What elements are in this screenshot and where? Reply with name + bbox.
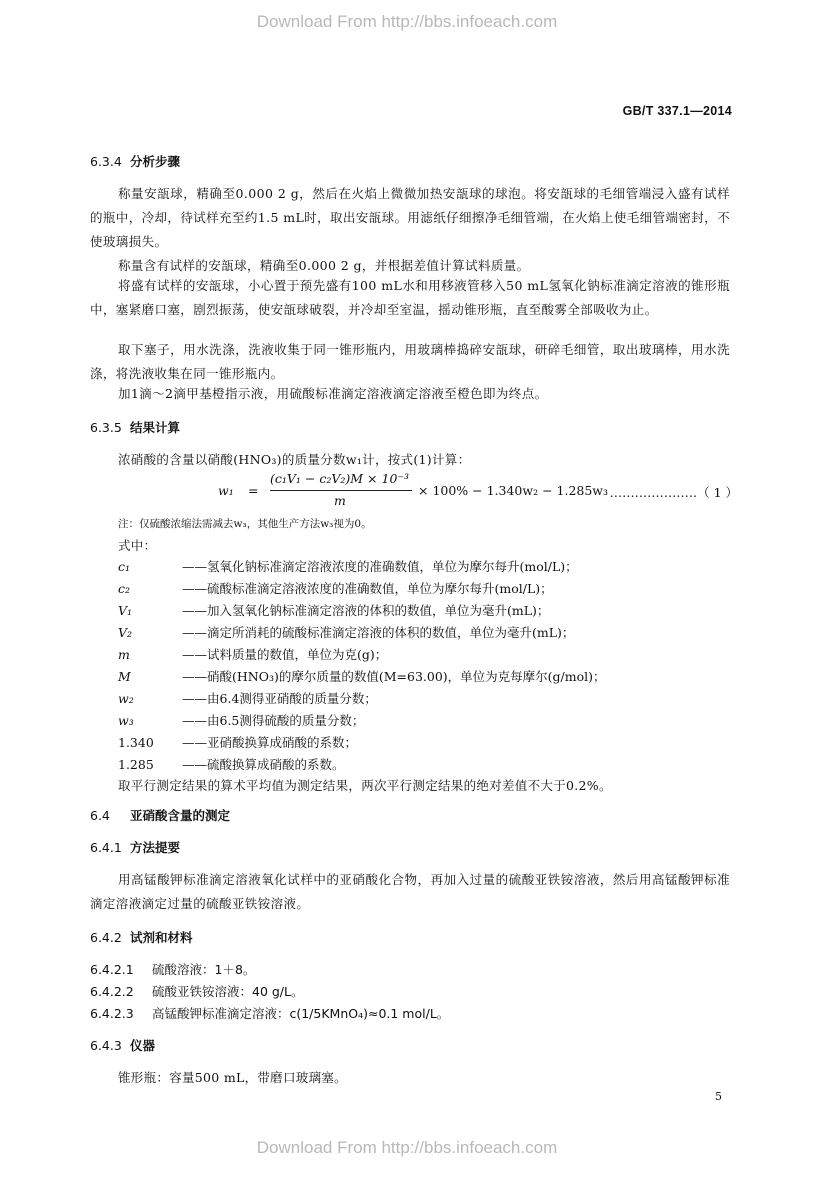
section-heading-6-3-4 [90,152,180,170]
formula-rest: × 100% − 1.340w₂ − 1.285w₃ [418,483,609,498]
subsection-6-4-2-1 [90,960,255,978]
section-number: 6.4.1 [90,840,122,855]
page-number: 5 [715,1090,722,1103]
formula-lhs: w₁ [218,483,234,498]
variable-description: ——硫酸标准滴定溶液浓度的准确数值，单位为摩尔每升(mol/L)； [182,581,553,596]
formula-1 [218,471,738,515]
formula-numerator: (c₁V₁ − c₂V₂)M × 10⁻³ [270,471,410,486]
section-title: 方法提要 [129,840,180,855]
variable-symbol: M [118,669,131,684]
variable-symbol: w₂ [118,691,134,706]
section-title: 分析步骤 [129,154,180,169]
section-heading-6-4 [90,806,230,824]
equation-number: …………………（ 1 ） [609,485,738,500]
variable-description: ——亚硝酸换算成硝酸的系数； [182,735,358,750]
conclusion: 取平行测定结果的算术平均值为测定结果，两次平行测定结果的绝对差值不大于0.2%。 [118,778,612,793]
section-number: 6.4 [90,808,110,823]
variable-description: ——硝酸(HNO₃)的摩尔质量的数值(M=63.00)，单位为克每摩尔(g/mol)； [182,669,606,684]
watermark-bottom: Download From http://bbs.infoeach.com [256,1138,558,1157]
variable-symbol: 1.340 [118,735,154,750]
variable-description: ——由6.4测得亚硝酸的质量分数； [182,691,377,706]
where-label: 式中： [118,538,157,553]
formula-intro: 浓硝酸的含量以硝酸(HNO₃)的质量分数w₁计，按式(1)计算： [118,452,471,467]
paragraph: 称量含有试样的安瓿球，精确至0.000 2 g，并根据差值计算试料质量。 [118,258,530,273]
paragraph: 称量安瓿球，精确至0.000 2 g，然后在火焰上微微加热安瓿球的球泡。将安瓿球的毛细管端浸入盛有试样的瓶中，冷却，待试样充至约1.5 mL时，取出安瓿球。用滤纸仔细擦净毛细管端，在火焰上使毛细管端密封，不使玻璃损失。 [90,186,730,249]
variable-definition [118,689,377,707]
variable-symbol: c₁ [118,559,131,574]
section-title: 结果计算 [129,420,180,435]
paragraph: 锥形瓶：容量500 mL，带磨口玻璃塞。 [118,1070,347,1085]
item-number: 6.4.2.1 [90,962,134,977]
formula-denominator: m [334,493,346,508]
variable-definition [118,645,387,663]
section-title: 亚硝酸含量的测定 [129,808,230,823]
section-heading-6-3-5 [90,418,180,436]
variable-symbol: c₂ [118,581,131,596]
section-number: 6.4.2 [90,930,122,945]
paragraph: 加1滴～2滴甲基橙指示液，用硫酸标准滴定溶液滴定溶液至橙色即为终点。 [118,386,548,401]
variable-symbol: 1.285 [118,757,154,772]
variable-symbol: w₃ [118,713,134,728]
standard-code: GB/T 337.1—2014 [622,104,732,118]
section-number: 6.3.4 [90,154,122,169]
paragraph: 取下塞子，用水洗涤，洗液收集于同一锥形瓶内，用玻璃棒捣碎安瓿球，研碎毛细管，取出玻璃棒，用水洗涤，将洗液收集在同一锥形瓶内。 [90,342,730,381]
section-heading-6-4-1 [90,838,180,856]
subsection-6-4-2-3 [90,1004,449,1022]
section-title: 仪器 [129,1038,155,1053]
section-number: 6.4.3 [90,1038,122,1053]
section-heading-6-4-3 [90,1036,155,1054]
variable-definition [118,667,606,685]
item-text: 高锰酸钾标准滴定溶液：c(1/5KMnO₄)≈0.1 mol/L。 [151,1006,450,1021]
variable-definition [118,711,364,729]
subsection-6-4-2-2 [90,982,303,1000]
item-number: 6.4.2.2 [90,984,134,999]
variable-symbol: V₂ [118,625,133,640]
variable-definition [118,579,553,597]
variable-symbol: V₁ [118,603,133,618]
section-number: 6.3.5 [90,420,122,435]
item-text: 硫酸溶液：1＋8。 [151,962,256,977]
variable-definition [118,623,574,641]
variable-description: ——硫酸换算成硝酸的系数。 [182,757,345,772]
item-text: 硫酸亚铁铵溶液：40 g/L。 [151,984,304,999]
fraction-bar [270,490,412,491]
paragraph: 将盛有试样的安瓿球，小心置于预先盛有100 mL水和用移液管移入50 mL氢氧化钠标准滴定溶液的锥形瓶中，塞紧磨口塞，剧烈振荡，使安瓿球破裂，并冷却至室温，摇动锥形瓶，直至酸雾全部吸收为止。 [90,278,730,317]
paragraph: 用高锰酸钾标准滴定溶液氧化试样中的亚硝酸化合物，再加入过量的硫酸亚铁铵溶液，然后用高锰酸钾标准滴定溶液滴定过量的硫酸亚铁铵溶液。 [90,872,730,911]
item-number: 6.4.2.3 [90,1006,134,1021]
section-title: 试剂和材料 [129,930,193,945]
variable-description: ——试料质量的数值，单位为克(g)； [182,647,388,662]
variable-definition [118,733,357,751]
variable-definition [118,557,578,575]
variable-description: ——滴定所消耗的硫酸标准滴定溶液的体积的数值，单位为毫升(mL)； [182,625,575,640]
watermark-top: Download From http://bbs.infoeach.com [256,12,558,31]
variable-symbol: m [118,647,130,662]
formula-note: 注：仅硫酸浓缩法需减去w₃，其他生产方法w₃视为0。 [118,518,372,530]
section-heading-6-4-2 [90,928,193,946]
variable-description: ——氢氧化钠标准滴定溶液浓度的准确数值，单位为摩尔每升(mol/L)； [182,559,578,574]
variable-description: ——由6.5测得硫酸的质量分数； [182,713,365,728]
variable-definition [118,601,549,619]
formula-equals: = [248,483,259,498]
variable-description: ——加入氢氧化钠标准滴定溶液的体积的数值，单位为毫升(mL)； [182,603,550,618]
variable-definition [118,755,345,773]
